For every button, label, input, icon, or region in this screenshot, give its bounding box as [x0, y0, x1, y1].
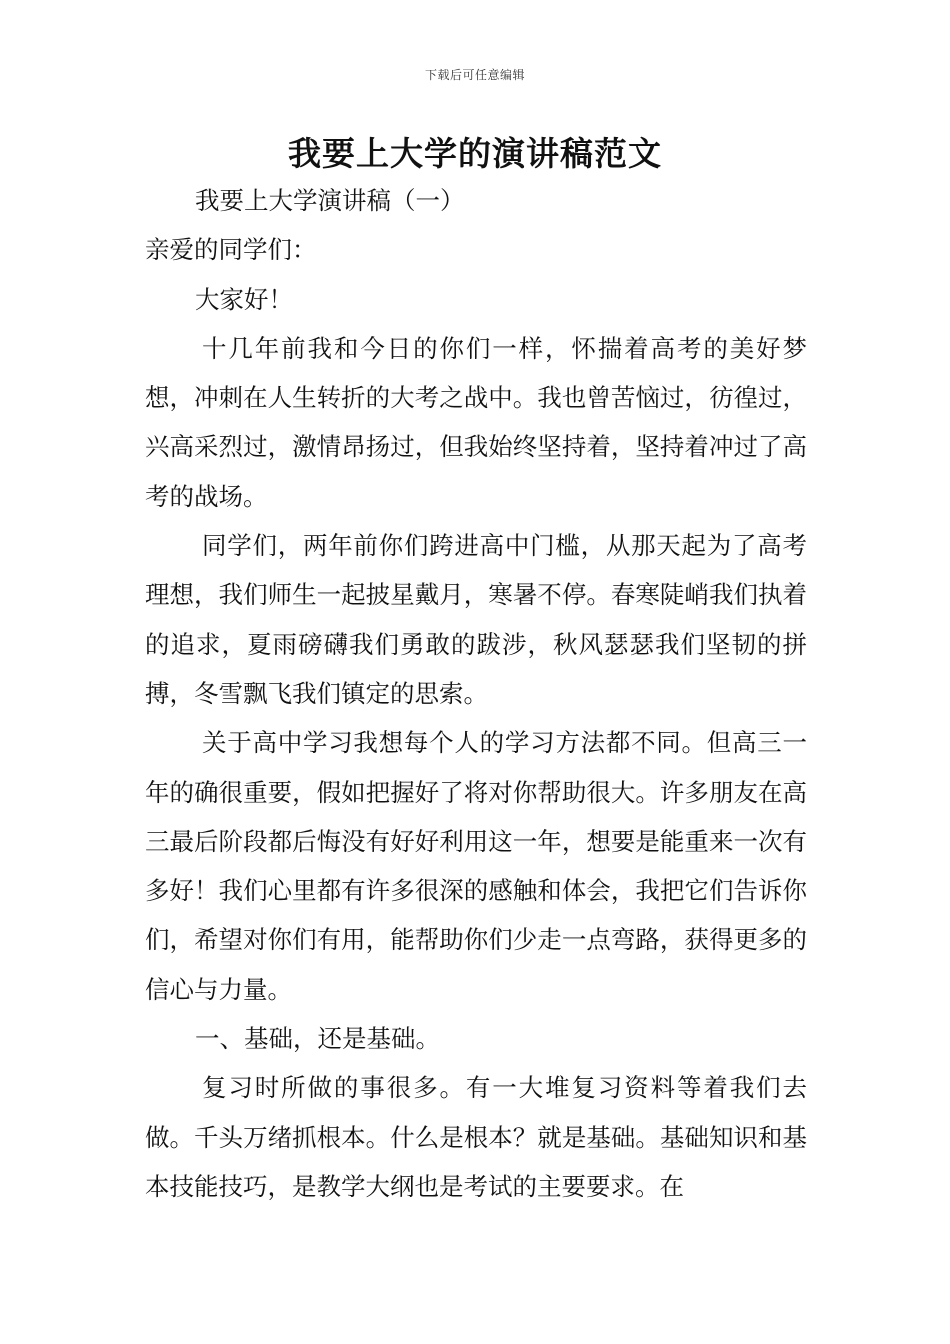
body-paragraph: 关于高中学习我想每个人的学习方法都不同。但高三一年的确很重要，假如把握好了将对你帮助很大。许多朋友在高三最后阶段都后悔没有好好利用这一年，想要是能重来一次有多好！我们心里都有许多很深的感触和体会，我把它们告诉你们，希望对你们有用，能帮助你们少走一点弯路，获得更多的信心与力量。: [145, 728, 807, 1004]
document-body: [145, 176, 807, 1211]
header-note: 下载后可任意编辑: [424, 68, 525, 82]
body-paragraph: 复习时所做的事很多。有一大堆复习资料等着我们去做。千头万绪抓根本。什么是根本？就是基础。基础知识和基本技能技巧，是教学大纲也是考试的主要要求。在: [145, 1073, 807, 1201]
greeting: 大家好！: [195, 284, 293, 314]
section-subtitle: 我要上大学演讲稿（一）: [195, 186, 465, 215]
document-title: 我要上大学的演讲稿范文: [288, 134, 662, 173]
body-paragraph: 十几年前我和今日的你们一样，怀揣着高考的美好梦想，冲刺在人生转折的大考之战中。我也曾苦恼过，彷徨过，兴高采烈过，激情昂扬过，但我始终坚持着，坚持着冲过了高考的战场。: [145, 333, 807, 511]
salutation: 亲爱的同学们：: [145, 235, 317, 265]
body-paragraph: 同学们，两年前你们跨进高中门槛，从那天起为了高考理想，我们师生一起披星戴月，寒暑不停。春寒陡峭我们执着的追求，夏雨磅礴我们勇敢的跋涉，秋风瑟瑟我们坚韧的拼搏，冬雪飘飞我们镇定的思索。: [145, 531, 807, 708]
section-heading: 一、基础，还是基础。: [195, 1024, 440, 1054]
